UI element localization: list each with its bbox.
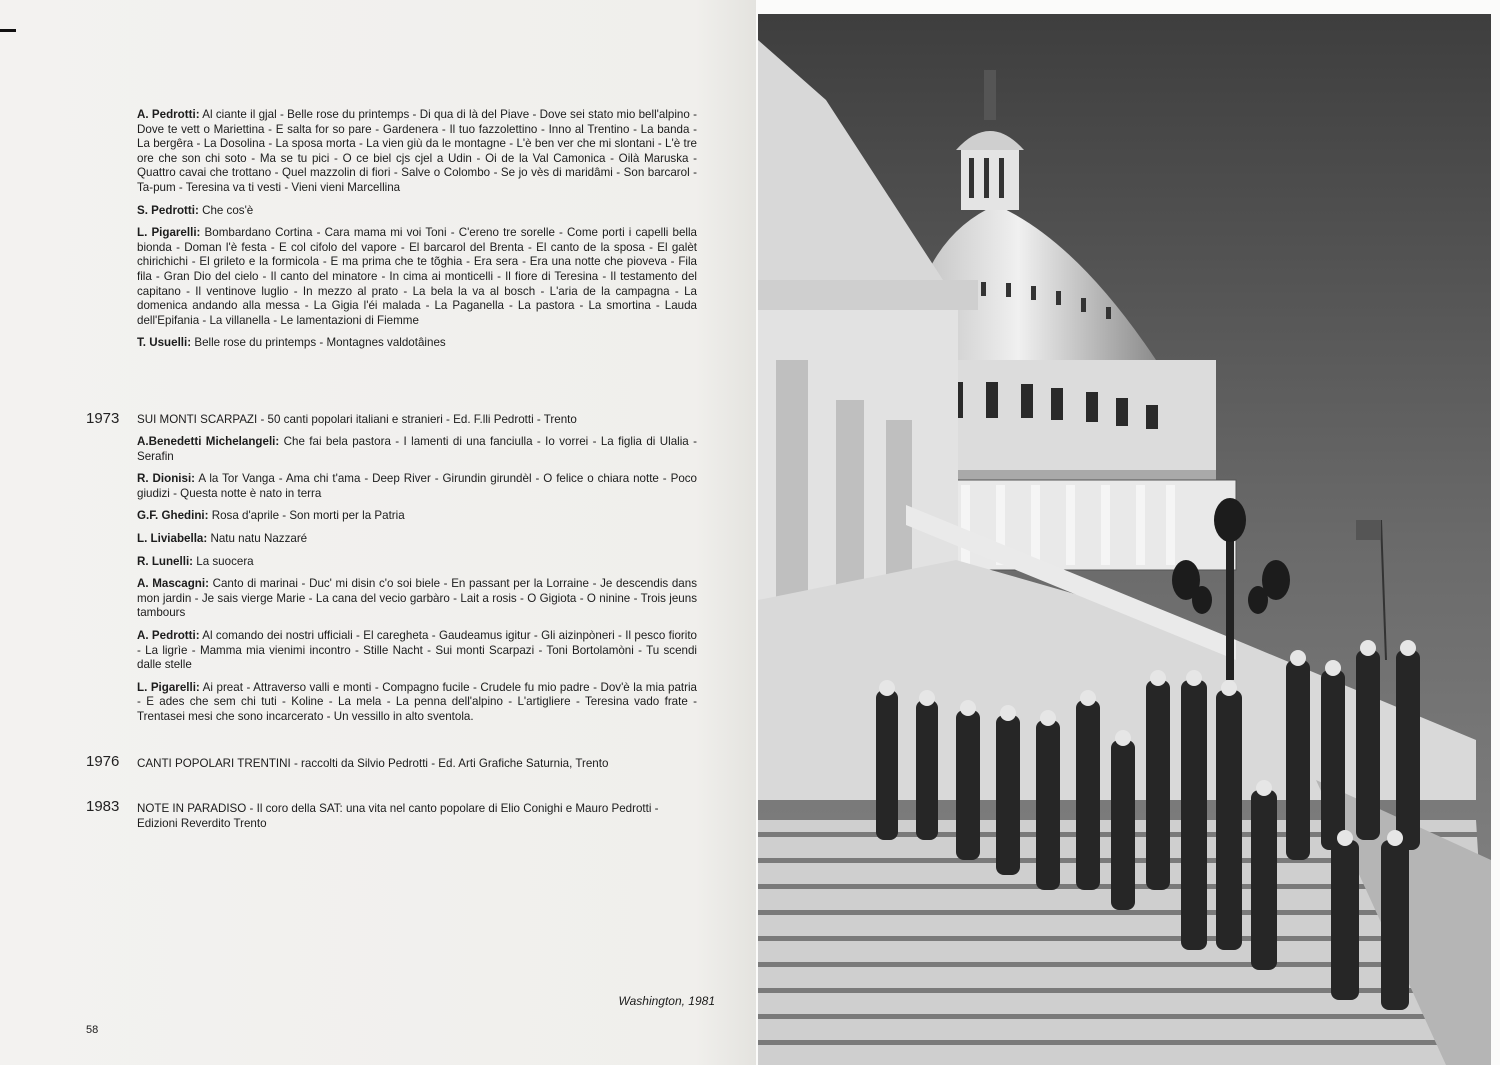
composer-entry	[137, 472, 697, 501]
composer-entry	[137, 532, 697, 547]
composer-name: L. Liviabella:	[137, 531, 208, 545]
capitol-choir-photo	[756, 0, 1500, 1065]
composer-name: G.F. Ghedini:	[137, 509, 209, 523]
song-list: Bombardano Cortina - Cara mama mi voi Toni - C'ereno tre sorelle - Come porti i capelli bella bionda - Doman l'è festa - E col cifolo del vapore - El barcarol del Brenta - El canto de la sposa - El galèt chirichichi - El grileto e la formicola - E ma prima che te tõghia - Era sera - Era una notte che pioveva - Fila fila - Gran Dio del cielo - Il canto del minatore - In cima ai monticelli - Il fiore di Teresina - Il testamento del capitano - Il ventinove luglio - In mezzo al prato - La bela la va al bosch - L'aria de la campagna - La domenica andando alla messa - La Gigia l'éi malada - La Paganella - La pastora - La smortina - Lauda dell'Epifania - La villanella - Le lamentazioni di Fiemme	[137, 226, 697, 327]
song-list: Che cos'è	[198, 203, 254, 217]
composer-entry	[137, 509, 697, 524]
song-list: Che fai bela pastora - I lamenti di una fanciulla - Io vorrei - La figlia di Ulalia - Serafin	[137, 435, 698, 463]
song-list: A la Tor Vanga - Ama chi t'ama - Deep River - Girundin girundèl - O felice o chiara notte - Poco giudizi - Questa notte è nato in terra	[137, 472, 698, 500]
song-list: La suocera	[193, 554, 254, 568]
composer-entry	[137, 226, 697, 328]
year-1983: 1983	[86, 798, 120, 815]
composer-entry	[137, 204, 697, 219]
composer-name: R. Dionisi:	[137, 472, 196, 486]
composer-entry	[137, 435, 697, 464]
composer-name: A. Pedrotti:	[137, 628, 200, 642]
us-flag	[1356, 520, 1381, 540]
composer-name: A. Mascagni:	[137, 577, 209, 591]
composer-list-1973	[137, 435, 697, 725]
statue-of-freedom	[984, 70, 996, 120]
composer-entry	[137, 629, 697, 673]
composer-name: S. Pedrotti:	[137, 203, 199, 217]
publication-1983: NOTE IN PARADISO - Il coro della SAT: una vita nel canto popolare di Elio Conighi e Mauro Pedrotti - Edizioni Reverdito Trento	[137, 802, 659, 830]
composer-name: L. Pigarelli:	[137, 226, 201, 240]
scan-edge-mark	[0, 29, 16, 32]
composer-entry	[137, 577, 697, 621]
composer-name: R. Lunelli:	[137, 554, 194, 568]
composer-list-a	[137, 108, 697, 351]
song-list: Rosa d'aprile - Son morti per la Patria	[208, 509, 405, 523]
publication-1976: CANTI POPOLARI TRENTINI - raccolti da Silvio Pedrotti - Ed. Arti Grafiche Saturnia, Trento	[137, 757, 609, 770]
song-list: Al comando dei nostri ufficiali - El caregheta - Gaudeamus igitur - Gli aizinpòneri - Il pesco fiorito - La ligrìe - Mamma mia vienimi incontro - Stille Nacht - Sui monti Scarpazi - Toni Bortolamòni - Tu scendi dalle stelle	[137, 628, 697, 672]
photo-caption: Washington, 1981	[618, 994, 715, 1008]
song-list: Natu natu Nazzaré	[207, 531, 308, 545]
song-list: Belle rose du printemps - Montagnes valdotâines	[191, 336, 446, 350]
song-list: Canto di marinai - Duc' mi disin c'o soi biele - En passant per la Lorraine - Je descendis dans mon jardin - Je sais vierge Marie - La cana del vecio garbàro - Lait a rosis - O Gigiota - O ninine - Trois jeuns tambours	[137, 577, 698, 620]
composer-entry	[137, 336, 697, 351]
composer-name: T. Usuelli:	[137, 336, 192, 350]
composer-entry	[137, 108, 697, 196]
page-number: 58	[86, 1024, 99, 1036]
composer-entry	[137, 681, 697, 725]
year-1973: 1973	[86, 410, 120, 427]
composer-name: A. Pedrotti:	[137, 108, 200, 121]
composer-entry	[137, 555, 697, 570]
composer-name: A.Benedetti Michelangeli:	[137, 435, 280, 448]
song-list: Ai preat - Attraverso valli e monti - Compagno fucile - Crudele fu mio padre - Dov'è la mia patria - E ades che sem chi tuti - Koline - La mela - La penna dell'alpino - L'artigliere - Teresina vado frate - Trentasei mesi che sono incarcerato - Un vessillo in alto sventola.	[137, 680, 698, 723]
composer-name: L. Pigarelli:	[137, 680, 200, 694]
publication-1973-title: SUI MONTI SCARPAZI - 50 canti popolari italiani e stranieri - Ed. F.lli Pedrotti - Trento	[137, 413, 577, 426]
right-page	[756, 0, 1500, 1065]
song-list: Al ciante il gjal - Belle rose du printemps - Di qua di là del Piave - Dove sei stato mio bell'alpino - Dove te vett o Mariettina - E salta for so pare - Gardenera - Il tuo fazzolettino - Inno al Trentino - La banda - La bergêra - La Dosolina - La sposa morta - La vien giù da le montagne - L'è ben ver che mi slontani - L'è tre ore che son chi soto - Ma se tu pici - O ce biel cjs cjel a Udin - Oi de la Val Camonica - Oilà Maruska - Quattro cavai che trottano - Quel mazzolin di fiori - Salve o Colombo - Se jo vès di maridâmi - Son barcarol - Ta-pum - Teresina va ti vesti - Vieni vieni Marcellina	[137, 108, 697, 194]
year-1976: 1976	[86, 753, 120, 770]
